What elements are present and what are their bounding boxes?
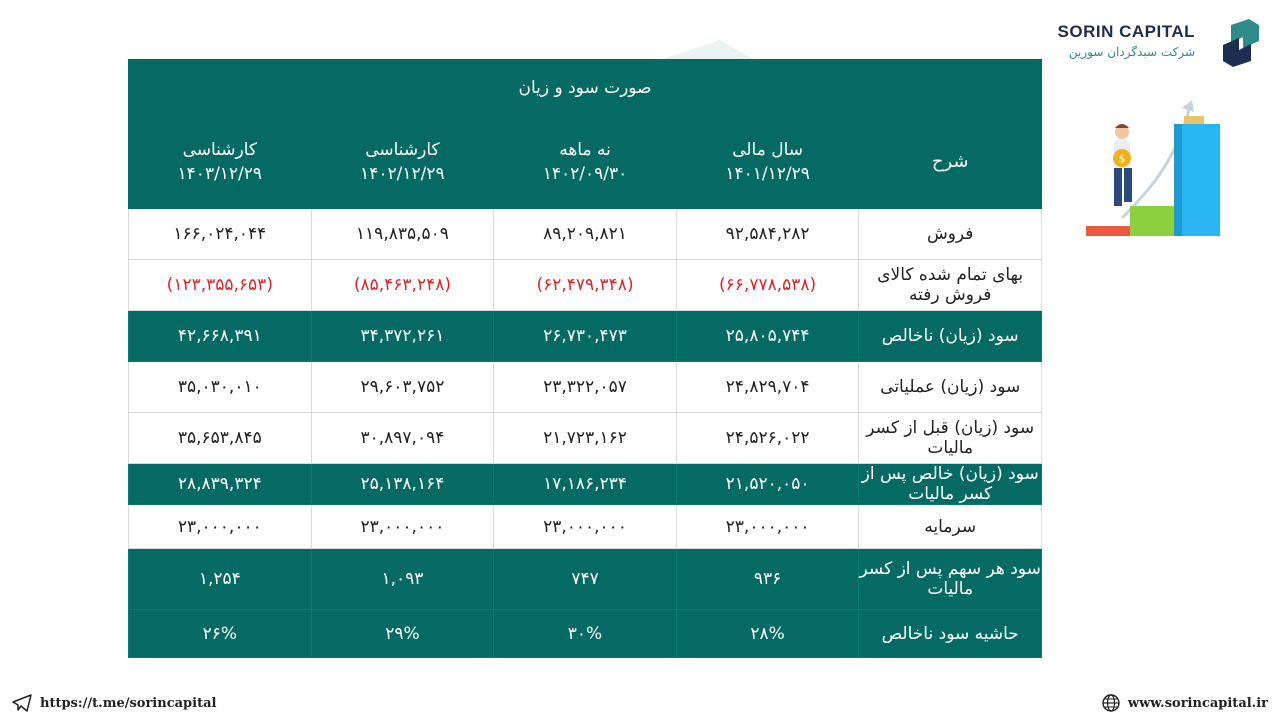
cell-value: (۶۶,۷۷۸,۵۳۸) [676,260,859,311]
table-row-net-profit [129,464,1042,505]
cell-value: ۸۹,۲۰۹,۸۲۱ [494,209,677,260]
header-9m1402: نه ماهه ۱۴۰۲/۰۹/۳۰ [494,116,677,209]
cell-value: ۲۱,۵۲۰,۰۵۰ [676,464,859,505]
cell-value: ۱,۲۵۴ [129,549,312,610]
cell-value: ۲۶% [129,610,312,658]
row-label: حاشیه سود ناخالص [859,610,1042,658]
cell-value: ۳۵,۰۳۰,۰۱۰ [129,362,312,413]
cell-value: ۲۵,۸۰۵,۷۴۴ [676,311,859,362]
table-row-sales [129,209,1042,260]
row-label: سود (زیان) ناخالص [859,311,1042,362]
brand-name: SORIN CAPITAL [1057,22,1195,41]
cell-value: ۳۰% [494,610,677,658]
telegram-link[interactable] [12,694,216,712]
header-est1403: کارشناسی ۱۴۰۳/۱۲/۲۹ [129,116,312,209]
cell-value: ۴۲,۶۶۸,۳۹۱ [129,311,312,362]
brand-subtitle: شرکت سبدگردان سورین [1068,45,1195,59]
website-url: www.sorincapital.ir [1127,695,1268,711]
cell-value: ۲۳,۰۰۰,۰۰۰ [676,505,859,549]
brand-logo [1057,19,1265,69]
income-statement-table [128,59,1042,658]
row-label: فروش [859,209,1042,260]
header-est1402: کارشناسی ۱۴۰۲/۱۲/۲۹ [311,116,494,209]
cell-value: ۲۶,۷۳۰,۴۷۳ [494,311,677,362]
cell-value: ۳۵,۶۵۳,۸۴۵ [129,413,312,464]
cell-value: ۲۳,۰۰۰,۰۰۰ [129,505,312,549]
table-row-gross-margin [129,610,1042,658]
cell-value: ۲۹% [311,610,494,658]
website-link[interactable] [1102,694,1268,712]
cell-value: ۳۴,۳۷۲,۲۶۱ [311,311,494,362]
row-label: سود (زیان) قبل از کسر مالیات [859,413,1042,464]
row-label: سود (زیان) خالص پس از کسر مالیات [859,464,1042,505]
cell-value: (۸۵,۴۶۳,۲۴۸) [311,260,494,311]
cell-value: ۲۹,۶۰۳,۷۵۲ [311,362,494,413]
row-label: سود هر سهم پس از کسر مالیات [859,549,1042,610]
cell-value: ۷۴۷ [494,549,677,610]
cell-value: ۲۴,۸۲۹,۷۰۴ [676,362,859,413]
cell-value: ۲۵,۱۳۸,۱۶۴ [311,464,494,505]
row-label: سود (زیان) عملیاتی [859,362,1042,413]
table-title: صورت سود و زیان [129,60,1042,116]
cell-value: ۳۰,۸۹۷,۰۹۴ [311,413,494,464]
table-row-capital [129,505,1042,549]
globe-icon [1102,694,1120,712]
table-row-operating-profit [129,362,1042,413]
svg-text:$: $ [1118,152,1126,165]
cell-value: ۲۱,۷۲۳,۱۶۲ [494,413,677,464]
cell-value: (۱۲۳,۳۵۵,۶۵۳) [129,260,312,311]
cell-value: ۹۳۶ [676,549,859,610]
cell-value: ۱,۰۹۳ [311,549,494,610]
cell-value: ۲۸% [676,610,859,658]
cell-value: ۱۷,۱۸۶,۲۳۴ [494,464,677,505]
row-label: سرمایه [859,505,1042,549]
table-row-pretax-profit [129,413,1042,464]
telegram-icon [12,694,32,712]
growth-illustration-icon [1082,98,1232,238]
cell-value: ۲۸,۸۳۹,۳۲۴ [129,464,312,505]
cell-value: ۲۴,۵۲۶,۰۲۲ [676,413,859,464]
table-row-cogs [129,260,1042,311]
telegram-url: https://t.me/sorincapital [40,695,217,711]
cell-value: ۲۳,۰۰۰,۰۰۰ [494,505,677,549]
header-fy1401: سال مالی ۱۴۰۱/۱۲/۲۹ [676,116,859,209]
cell-value: ۹۲,۵۸۴,۲۸۲ [676,209,859,260]
cell-value: ۲۳,۰۰۰,۰۰۰ [311,505,494,549]
cell-value: ۱۱۹,۸۳۵,۵۰۹ [311,209,494,260]
table-row-gross-profit [129,311,1042,362]
row-label: بهای تمام شده کالای فروش رفته [859,260,1042,311]
cell-value: ۲۳,۳۲۲,۰۵۷ [494,362,677,413]
cell-value: (۶۲,۴۷۹,۳۴۸) [494,260,677,311]
cell-value: ۱۶۶,۰۲۴,۰۴۴ [129,209,312,260]
sorin-logo-icon [1223,19,1259,67]
table-row-eps [129,549,1042,610]
header-description: شرح [859,116,1042,209]
